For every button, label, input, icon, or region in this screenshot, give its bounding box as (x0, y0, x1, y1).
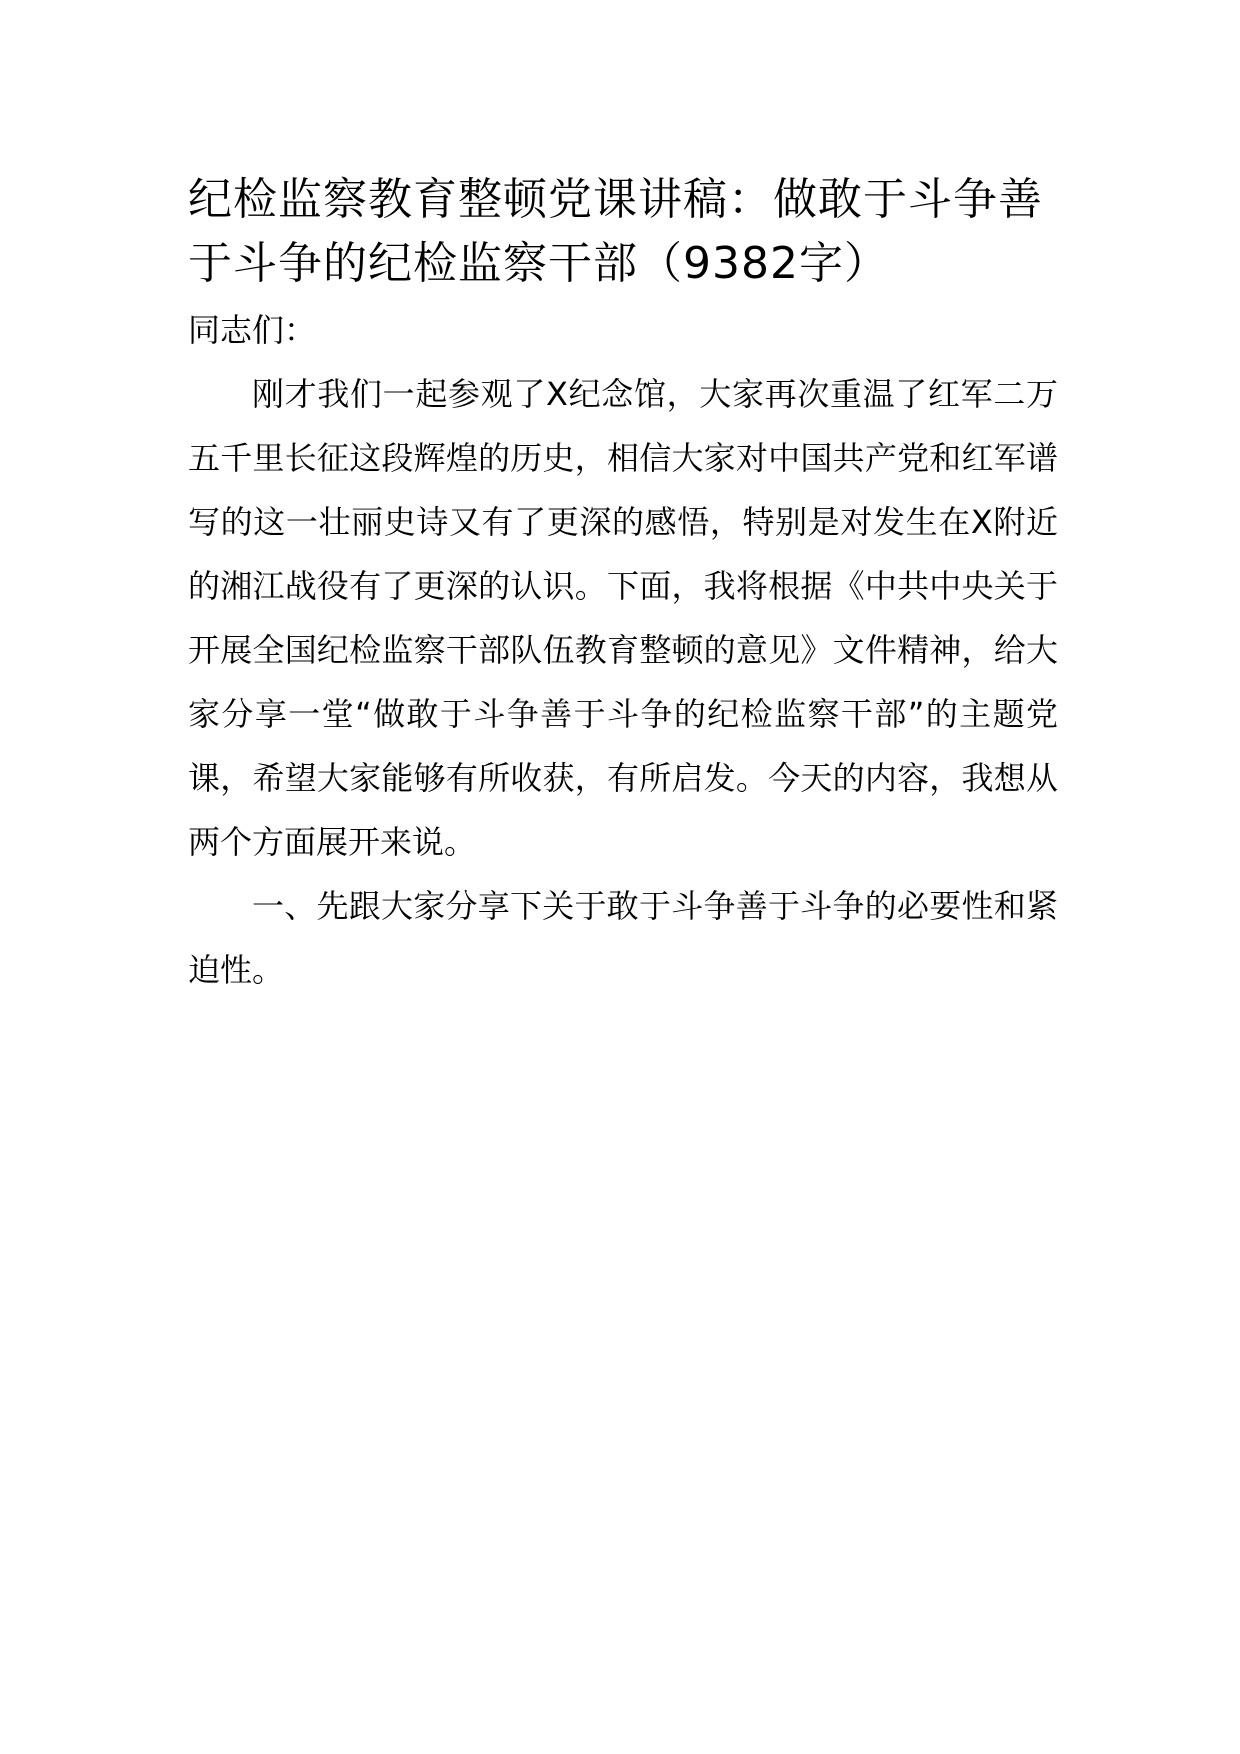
document-title: 纪检监察教育整顿党课讲稿：做敢于斗争善于斗争的纪检监察干部（9382字） (188, 174, 1043, 289)
document-page (188, 168, 1058, 1002)
section-heading-1: 一、先跟大家分享下关于敢于斗争善于斗争的必要性和紧迫性。 (188, 887, 1058, 989)
body-paragraph-1: 刚才我们一起参观了X纪念馆，大家再次重温了红军二万五千里长征这段辉煌的历史，相信大家对中国共产党和红军谱写的这一壮丽史诗又有了更深的感悟，特别是对发生在X附近的湘江战役有了更深的认识。下面，我将根据《中共中央关于开展全国纪检监察干部队伍教育整顿的意见》文件精神，给大家分享一堂“做敢于斗争善于斗争的纪检监察干部”的主题党课，希望大家能够有所收获，有所启发。今天的内容，我想从两个方面展开来说。 (188, 375, 1058, 861)
salutation: 同志们： (188, 311, 317, 349)
